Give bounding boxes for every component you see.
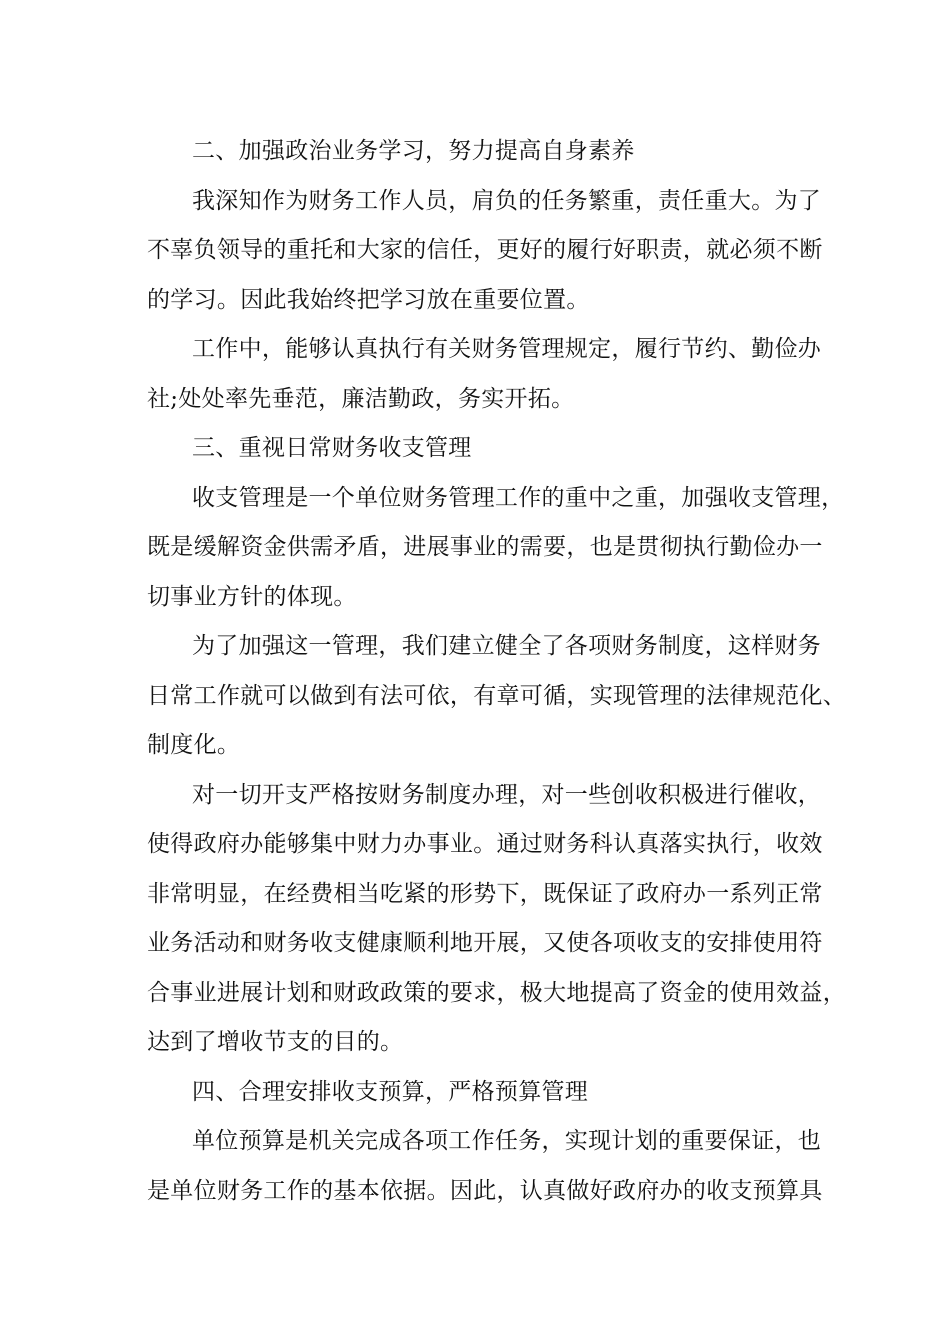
text-line: 非常明显，在经费相当吃紧的形势下，既保证了政府办一系列正常: [147, 880, 823, 907]
text-line: 制度化。: [147, 732, 241, 758]
text-line: 切事业方针的体现。: [147, 583, 357, 610]
text-line: 业务活动和财务收支健康顺利地开展，又使各项收支的安排使用符: [147, 930, 823, 956]
text-line: 为了加强这一管理，我们建立健全了各项财务制度，这样财务: [192, 633, 822, 659]
text-line: 工作中，能够认真执行有关财务管理规定，履行节约、勤俭办: [192, 336, 822, 362]
paragraph-system: [147, 622, 846, 771]
paragraph-expenditure: [147, 771, 846, 1068]
text-line: 的学习。因此我始终把学习放在重要位置。: [147, 286, 590, 313]
text-line: 单位预算是机关完成各项工作任务，实现计划的重要保证，也: [192, 1128, 822, 1154]
document-body: [147, 127, 846, 1216]
paragraph-work: [147, 325, 837, 424]
text-line: 社;处处率先垂范，廉洁勤政，务实开拓。: [147, 385, 575, 412]
text-line: 三、重视日常财务收支管理: [192, 435, 472, 461]
paragraph-study: [147, 177, 837, 326]
text-line: 收支管理是一个单位财务管理工作的重中之重，加强收支管理，: [192, 484, 845, 511]
text-line: 是单位财务工作的基本依据。因此，认真做好政府办的收支预算具: [147, 1177, 823, 1204]
text-line: 二、加强政治业务学习，努力提高自身素养: [192, 138, 635, 164]
heading-section-2: [147, 127, 837, 177]
text-line: 不辜负领导的重托和大家的信任，更好的履行好职责，就必须不断: [147, 237, 823, 263]
text-line: 四、合理安排收支预算，严格预算管理: [192, 1078, 589, 1105]
text-line: 使得政府办能够集中财力办事业。通过财务科认真落实执行，收效: [147, 831, 823, 857]
heading-section-3: [147, 424, 837, 474]
text-line: 合事业进展计划和财政政策的要求，极大地提高了资金的使用效益，: [147, 979, 846, 1006]
text-line: 日常工作就可以做到有法可依，有章可循，实现管理的法律规范化、: [147, 682, 846, 709]
text-line: 既是缓解资金供需矛盾，进展事业的需要，也是贯彻执行勤俭办一: [147, 534, 823, 560]
paragraph-budget: [147, 1117, 837, 1216]
paragraph-income-expense: [147, 474, 845, 623]
text-line: 达到了增收节支的目的。: [147, 1029, 404, 1055]
text-line: 对一切开支严格按财务制度办理，对一些创收积极进行催收，: [192, 781, 822, 808]
text-line: 我深知作为财务工作人员，肩负的任务繁重，责任重大。为了: [192, 187, 822, 214]
heading-section-4: [147, 1068, 837, 1118]
